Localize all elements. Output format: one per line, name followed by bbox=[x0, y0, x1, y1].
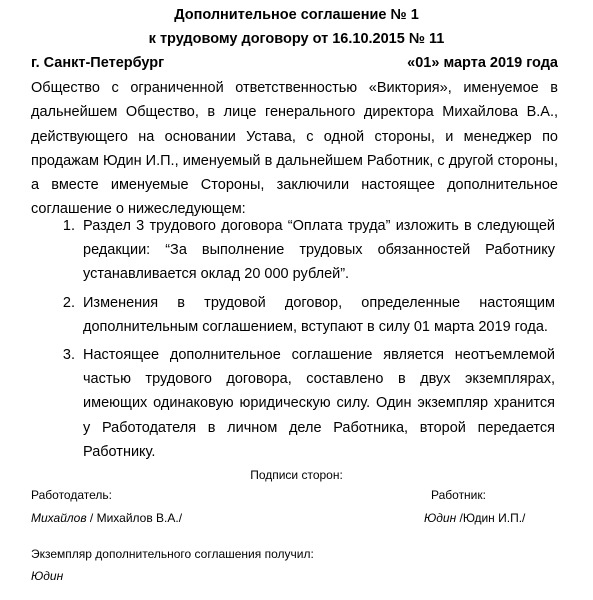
employee-name: /Юдин И.П./ bbox=[456, 511, 526, 525]
item-text: Изменения в трудовой договор, определенные настоящим дополнительным соглашением, вступают в силу 01 марта 2019 года. bbox=[83, 294, 555, 335]
place-date-line bbox=[31, 55, 558, 71]
terms-list bbox=[31, 214, 558, 468]
document-subtitle: к трудовому договору от 16.10.2015 № 11 bbox=[148, 31, 445, 47]
employer-signature bbox=[31, 511, 182, 525]
receipt-note: Экземпляр дополнительного соглашения получил: bbox=[31, 547, 314, 561]
receipt-signature: Юдин bbox=[31, 569, 64, 583]
document-title: Дополнительное соглашение № 1 bbox=[174, 7, 419, 23]
intro-paragraph: Общество с ограниченной ответственностью «Виктория», именуемое в дальнейшем Общество, в лице генерального директора Михайлова В.А., действующего на основании Устава, с одной стороны, и менеджер по продажам Юдин И.П., именуемый в дальнейшем Работник, с другой стороны, а вместе именуемые Стороны, заключили настоящее дополнительное соглашение о нижеследующем: bbox=[31, 80, 558, 218]
list-item bbox=[31, 291, 558, 339]
city: г. Санкт-Петербург bbox=[31, 55, 165, 71]
item-text: Раздел 3 трудового договора “Оплата труда” изложить в следующей редакции: “За выполнение трудовых обязанностей Работнику устанавливается оклад 20 000 рублей”. bbox=[83, 218, 555, 283]
item-number: 1. bbox=[62, 218, 75, 234]
employee-signature bbox=[424, 511, 525, 525]
item-number: 2. bbox=[62, 294, 75, 311]
list-item bbox=[31, 214, 558, 287]
document-date: «01» марта 2019 года bbox=[407, 55, 558, 71]
employer-label: Работодатель: bbox=[31, 488, 112, 502]
signatures-heading: Подписи сторон: bbox=[250, 468, 343, 482]
employer-sign: Михайлов bbox=[31, 511, 87, 525]
item-number: 3. bbox=[62, 347, 75, 364]
employee-sign: Юдин bbox=[424, 511, 457, 525]
list-item bbox=[31, 343, 558, 464]
item-text: Настоящее дополнительное соглашение является неотъемлемой частью трудового договора, составлено в двух экземплярах, имеющих одинаковую юридическую силу. Один экземпляр хранится у Работодателя в личном деле Работника, второй передается Работнику. bbox=[83, 347, 555, 460]
employee-label: Работник: bbox=[431, 488, 486, 502]
employer-name: / Михайлов В.А./ bbox=[86, 511, 183, 525]
